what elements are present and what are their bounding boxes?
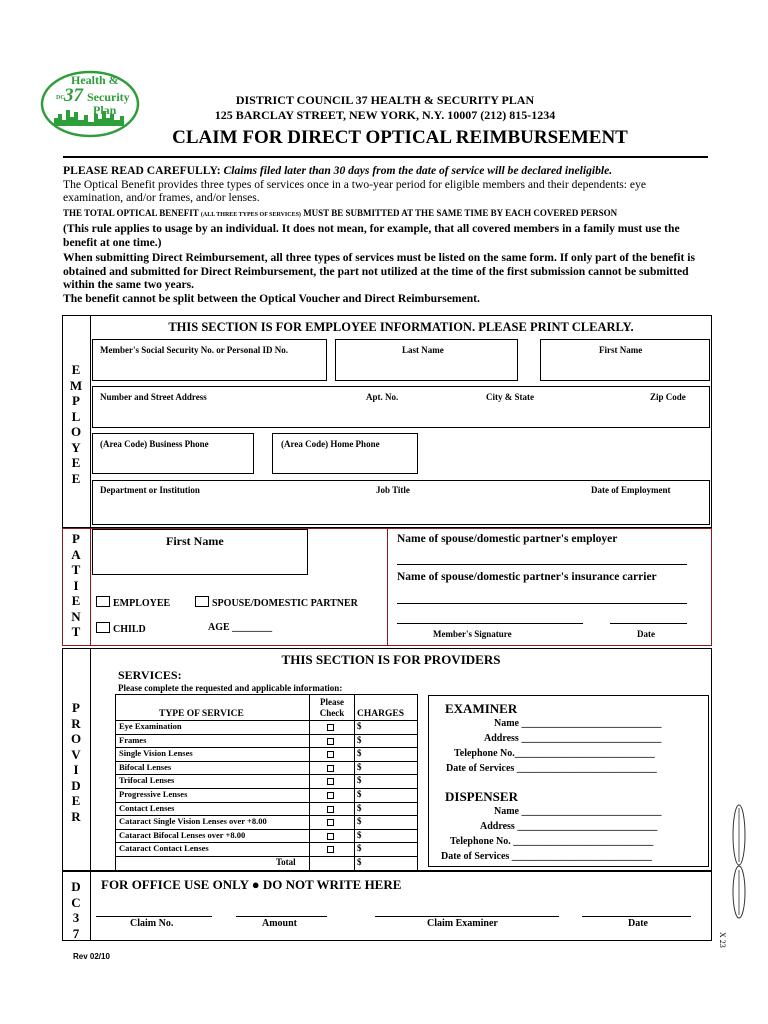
employee-side-divider [90, 315, 91, 528]
service-checkbox[interactable] [327, 806, 334, 813]
date-employment-label: Date of Employment [591, 485, 671, 495]
zip-label: Zip Code [650, 392, 686, 402]
service-charge-field[interactable]: $ [357, 734, 362, 745]
spouse-employer-field[interactable] [397, 564, 687, 565]
office-side-divider [90, 871, 91, 941]
col-divider-2 [354, 695, 355, 872]
office-date-field [582, 916, 691, 917]
employee-checkbox[interactable] [96, 596, 110, 607]
total-c: MUST BE SUBMITTED AT THE SAME TIME BY EACH COVERED PERSON [303, 207, 618, 218]
child-option[interactable] [96, 622, 146, 635]
service-charge-field[interactable]: $ [357, 816, 362, 827]
col-check-header-2: Check [319, 708, 345, 718]
col-charges-header: CHARGES [357, 709, 404, 719]
provider-side-divider [90, 648, 91, 871]
col-divider-1 [309, 695, 310, 872]
service-type-label: Progressive Lenses [119, 789, 188, 799]
employee-side-label: E M P L O Y E E [69, 362, 83, 486]
ssn-label: Member's Social Security No. or Personal ID No. [100, 345, 289, 355]
spouse-option[interactable] [195, 596, 358, 609]
total-label: Total [276, 857, 296, 867]
patient-first-name-label: First Name [166, 534, 224, 548]
logo-line1: Health & [71, 73, 119, 87]
service-checkbox[interactable] [327, 819, 334, 826]
signature-date-label: Date [637, 629, 655, 639]
table-row-line [116, 856, 417, 857]
read-lead: PLEASE READ CAREFULLY: [63, 164, 221, 177]
dept-label: Department or Institution [100, 485, 200, 495]
direct-note: When submitting Direct Reimbursement, all three types of services must be listed on the same form. If only part of the benefit is obtained and submitted for Direct Reimbursement, the part not utilized at the time of the first submission cannot be submitted within the same two years. [63, 251, 696, 291]
org-name: DISTRICT COUNCIL 37 HEALTH & SECURITY PLAN [235, 93, 535, 107]
total-benefit [63, 207, 708, 223]
dispenser-address-field[interactable]: Address ____________________________ [480, 821, 658, 832]
logo-dc: DC [56, 95, 65, 101]
office-side-label: D C 3 7 [71, 879, 81, 941]
employee-heading: THIS SECTION IS FOR EMPLOYEE INFORMATION. PLEASE PRINT CLEARLY. [168, 320, 634, 334]
signature-label: Member's Signature [433, 629, 512, 639]
street-label: Number and Street Address [100, 392, 207, 402]
dispenser-title: DISPENSER [445, 789, 518, 804]
provider-heading: THIS SECTION IS FOR PROVIDERS [281, 652, 501, 667]
spouse-checkbox[interactable] [195, 596, 209, 607]
service-charge-field[interactable]: $ [357, 761, 362, 772]
first-name-label: First Name [599, 345, 643, 355]
total-b: (ALL THREE TYPES OF SERVICES) [200, 211, 301, 218]
age-field[interactable]: AGE ________ [208, 622, 273, 633]
services-table [115, 694, 418, 871]
org-address: 125 BARCLAY STREET, NEW YORK, N.Y. 10007 (212) 815-1234 [214, 108, 556, 122]
logo-line2: Security [87, 90, 130, 104]
col-check-header-1: Please [320, 697, 344, 707]
spouse-carrier-field[interactable] [397, 603, 687, 604]
employee-option-label: EMPLOYEE [113, 598, 171, 609]
child-option-label: CHILD [113, 624, 146, 635]
claim-no-field [96, 916, 212, 917]
claim-examiner-label: Claim Examiner [427, 918, 498, 929]
amount-field [236, 916, 327, 917]
service-type-label: Cataract Single Vision Lenses over +8.00 [119, 816, 267, 827]
title-rule [63, 156, 708, 158]
logo-line3: Plan [93, 103, 117, 117]
form-code: X 23 [718, 932, 727, 948]
business-phone-label: (Area Code) Business Phone [100, 439, 209, 449]
services-label: SERVICES: [118, 668, 182, 682]
service-type-label: Trifocal Lenses [119, 775, 175, 786]
patient-side-label: P A T I E N T [71, 531, 81, 639]
service-type-label: Cataract Bifocal Lenses over +8.00 [119, 829, 246, 840]
service-charge-field[interactable]: $ [357, 843, 362, 854]
examiner-date-field[interactable]: Date of Services ____________________________ [446, 763, 657, 774]
service-charge-field[interactable]: $ [357, 748, 362, 759]
service-checkbox[interactable] [327, 833, 334, 840]
service-checkbox[interactable] [327, 778, 334, 785]
read-rest: Claims filed later than 30 days from the date of service will be declared ineligible. [223, 164, 613, 177]
claim-no-label: Claim No. [130, 918, 174, 929]
examiner-address-field[interactable]: Address ____________________________ [484, 733, 662, 744]
intro-text [63, 164, 708, 305]
service-charge-field[interactable]: $ [357, 802, 362, 813]
provider-side-label: P R O V I D E R [70, 700, 82, 824]
form-title: CLAIM FOR DIRECT OPTICAL REIMBURSEMENT [172, 127, 628, 148]
signature-date-field[interactable] [610, 623, 687, 624]
service-type-label: Cataract Contact Lenses [119, 843, 209, 854]
service-charge-field[interactable]: $ [357, 721, 362, 731]
signature-field[interactable] [397, 623, 583, 624]
amount-label: Amount [262, 918, 298, 929]
service-checkbox[interactable] [327, 724, 334, 731]
service-checkbox[interactable] [327, 792, 334, 799]
logo-37: 37 [64, 85, 83, 106]
dispenser-date-field[interactable]: Date of Services ____________________________ [441, 851, 652, 862]
service-checkbox[interactable] [327, 738, 334, 745]
examiner-phone-field[interactable]: Telephone No.____________________________ [454, 748, 655, 759]
rule-note: (This rule applies to usage by an individual. It does not mean, for example, that all covered members in a family must use the benefit at one time.) [63, 222, 680, 249]
service-checkbox[interactable] [327, 846, 334, 853]
spouse-option-label: SPOUSE/DOMESTIC PARTNER [212, 598, 358, 609]
services-instructions: Please complete the requested and applicable information: [118, 683, 343, 693]
service-type-label: Contact Lenses [119, 802, 175, 813]
examiner-name-field[interactable]: Name ____________________________ [494, 718, 662, 729]
service-type-label: Frames [119, 734, 147, 745]
service-type-label: Single Vision Lenses [119, 748, 193, 759]
child-checkbox[interactable] [96, 622, 110, 633]
spouse-employer-label: Name of spouse/domestic partner's employer [397, 533, 618, 545]
service-charge-field[interactable]: $ [357, 829, 362, 840]
table-row-line [116, 734, 417, 735]
patient-side-divider [90, 528, 91, 646]
read-carefully [63, 164, 708, 178]
dispenser-name-field[interactable]: Name ____________________________ [494, 806, 662, 817]
dispenser-phone-field[interactable]: Telephone No. ____________________________ [450, 836, 654, 847]
total-a: THE TOTAL OPTICAL BENEFIT [63, 207, 199, 218]
service-type-label: Bifocal Lenses [119, 761, 172, 772]
examiner-title: EXAMINER [445, 701, 518, 716]
city-label: City & State [486, 392, 534, 402]
total-charge-field[interactable]: $ [357, 857, 362, 867]
spouse-carrier-label: Name of spouse/domestic partner's insurance carrier [397, 571, 657, 583]
job-title-label: Job Title [376, 485, 410, 495]
employee-option[interactable] [96, 596, 170, 609]
apt-label: Apt. No. [366, 392, 399, 402]
col-type-header: TYPE OF SERVICE [159, 709, 244, 719]
office-heading: FOR OFFICE USE ONLY ● DO NOT WRITE HERE [101, 877, 402, 892]
patient-mid-divider [387, 528, 388, 646]
service-type-label: Eye Examination [119, 721, 182, 731]
union-bug-emblem [728, 800, 750, 925]
service-charge-field[interactable]: $ [357, 775, 362, 786]
benefit-desc: The Optical Benefit provides three types of services once in a two-year period for eligible members and their dependents: eye examination, and/or frames, and/or lenses. [63, 177, 647, 204]
claim-examiner-field [375, 916, 559, 917]
home-phone-label: (Area Code) Home Phone [281, 439, 380, 449]
office-date-label: Date [628, 918, 648, 929]
service-checkbox[interactable] [327, 751, 334, 758]
service-charge-field[interactable]: $ [357, 789, 362, 799]
last-name-label: Last Name [402, 345, 444, 355]
split-note: The benefit cannot be split between the Optical Voucher and Direct Reimbursement. [63, 291, 480, 305]
service-checkbox[interactable] [327, 765, 334, 772]
revision-label: Rev 02/10 [73, 952, 110, 961]
